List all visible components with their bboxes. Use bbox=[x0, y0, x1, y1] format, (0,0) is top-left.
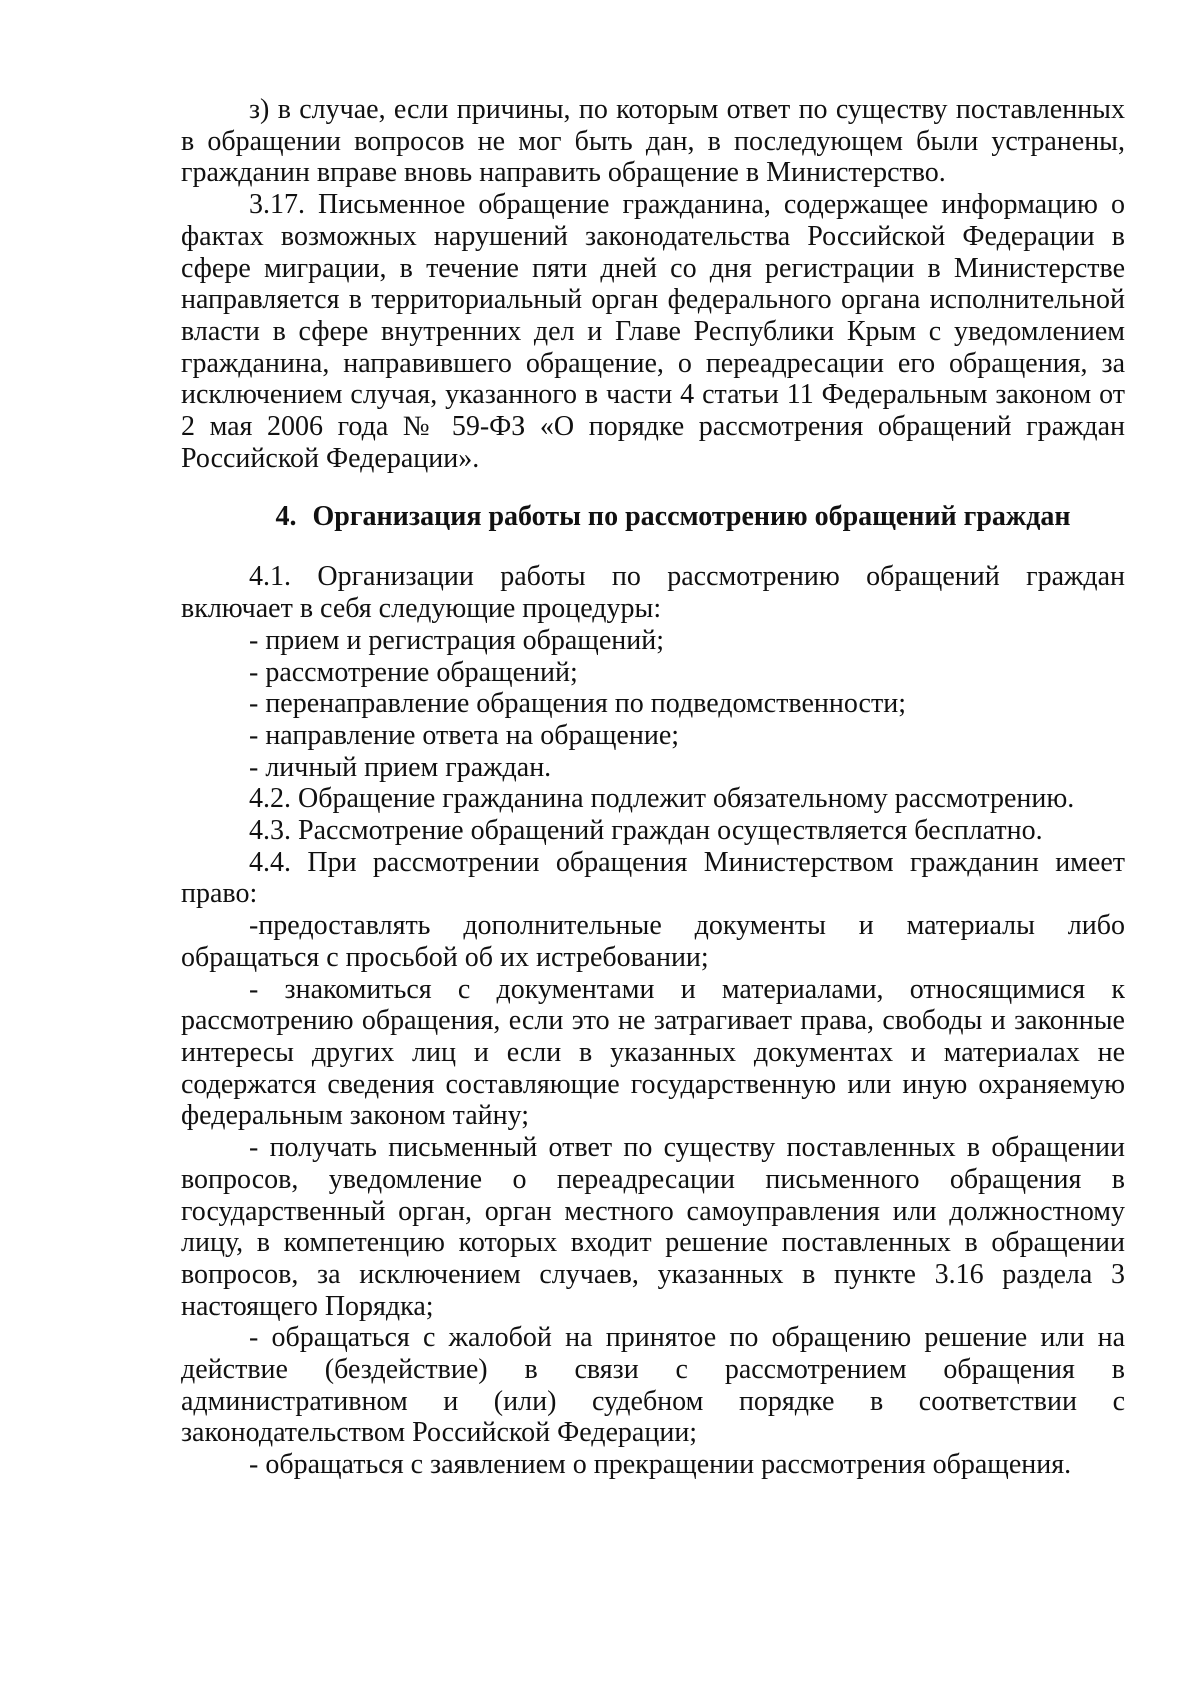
procedure-item: - рассмотрение обращений; bbox=[249, 656, 578, 688]
section-heading bbox=[181, 501, 1125, 533]
procedure-item: - прием и регистрация обращений; bbox=[249, 624, 664, 656]
paragraph-4-2: 4.2. Обращение гражданина подлежит обязательному рассмотрению. bbox=[249, 783, 1075, 815]
paragraph-4-1: 4.1. Организации работы по рассмотрению обращений граждан включает в себя следующие процедуры: bbox=[181, 561, 1125, 625]
right-item: - обращаться с заявлением о прекращении рассмотрения обращения. bbox=[249, 1449, 1072, 1481]
procedure-item: - личный прием граждан. bbox=[249, 751, 552, 783]
right-item: - получать письменный ответ по существу поставленных в обращении вопросов, уведомление о переадресации письменного обращения в государственный орган, орган местного самоуправления или должностному лицу, в компетенцию которых входит решение поставленных в обращении вопросов, за исключением случаев, указанных в пункте 3.16 раздела 3 настоящего Порядка; bbox=[181, 1132, 1125, 1322]
right-item: -предоставлять дополнительные документы и материалы либо обращаться с просьбой об их истребовании; bbox=[181, 910, 1125, 973]
right-item: - обращаться с жалобой на принятое по обращению решение или на действие (бездействие) в связи с рассмотрением обращения в административном и (или) судебном порядке в соответствии с законодательством Российской Федерации; bbox=[181, 1322, 1125, 1449]
section-number: 4. bbox=[275, 501, 297, 533]
procedure-item: - перенаправление обращения по подведомственности; bbox=[249, 688, 906, 720]
paragraph-z: з) в случае, если причины, по которым ответ по существу поставленных в обращении вопросов не мог быть дан, в последующем были устранены, гражданин вправе вновь направить обращение в Министерство. bbox=[181, 94, 1125, 189]
paragraph-4-4: 4.4. При рассмотрении обращения Министерством гражданин имеет право: bbox=[181, 846, 1125, 910]
right-item: - знакомиться с документами и материалами, относящимися к рассмотрению обращения, если это не затрагивает права, свободы и законные интересы других лиц и если в указанных документах и материалах не содержатся сведения составляющие государственную или иную охраняемую федеральным законом тайну; bbox=[181, 973, 1125, 1132]
procedure-item: - направление ответа на обращение; bbox=[249, 719, 680, 751]
section-title: Организация работы по рассмотрению обращений граждан bbox=[312, 501, 1071, 533]
paragraph-4-3: 4.3. Рассмотрение обращений граждан осуществляется бесплатно. bbox=[249, 815, 1043, 847]
paragraph-3-17: 3.17. Письменное обращение гражданина, содержащее информацию о фактах возможных нарушений законодательства Российской Федерации в сфере миграции, в течение пяти дней со дня регистрации в Министерстве направляется в территориальный орган федерального органа исполнительной власти в сфере внутренних дел и Главе Республики Крым с уведомлением гражданина, направившего обращение, о переадресации его обращения, за исключением случая, указанного в части 4 статьи 11 Федеральным законом от 2 мая 2006 года № 59-ФЗ «О порядке рассмотрения обращений граждан Российской Федерации». bbox=[181, 189, 1125, 474]
document-body bbox=[181, 94, 1125, 1481]
